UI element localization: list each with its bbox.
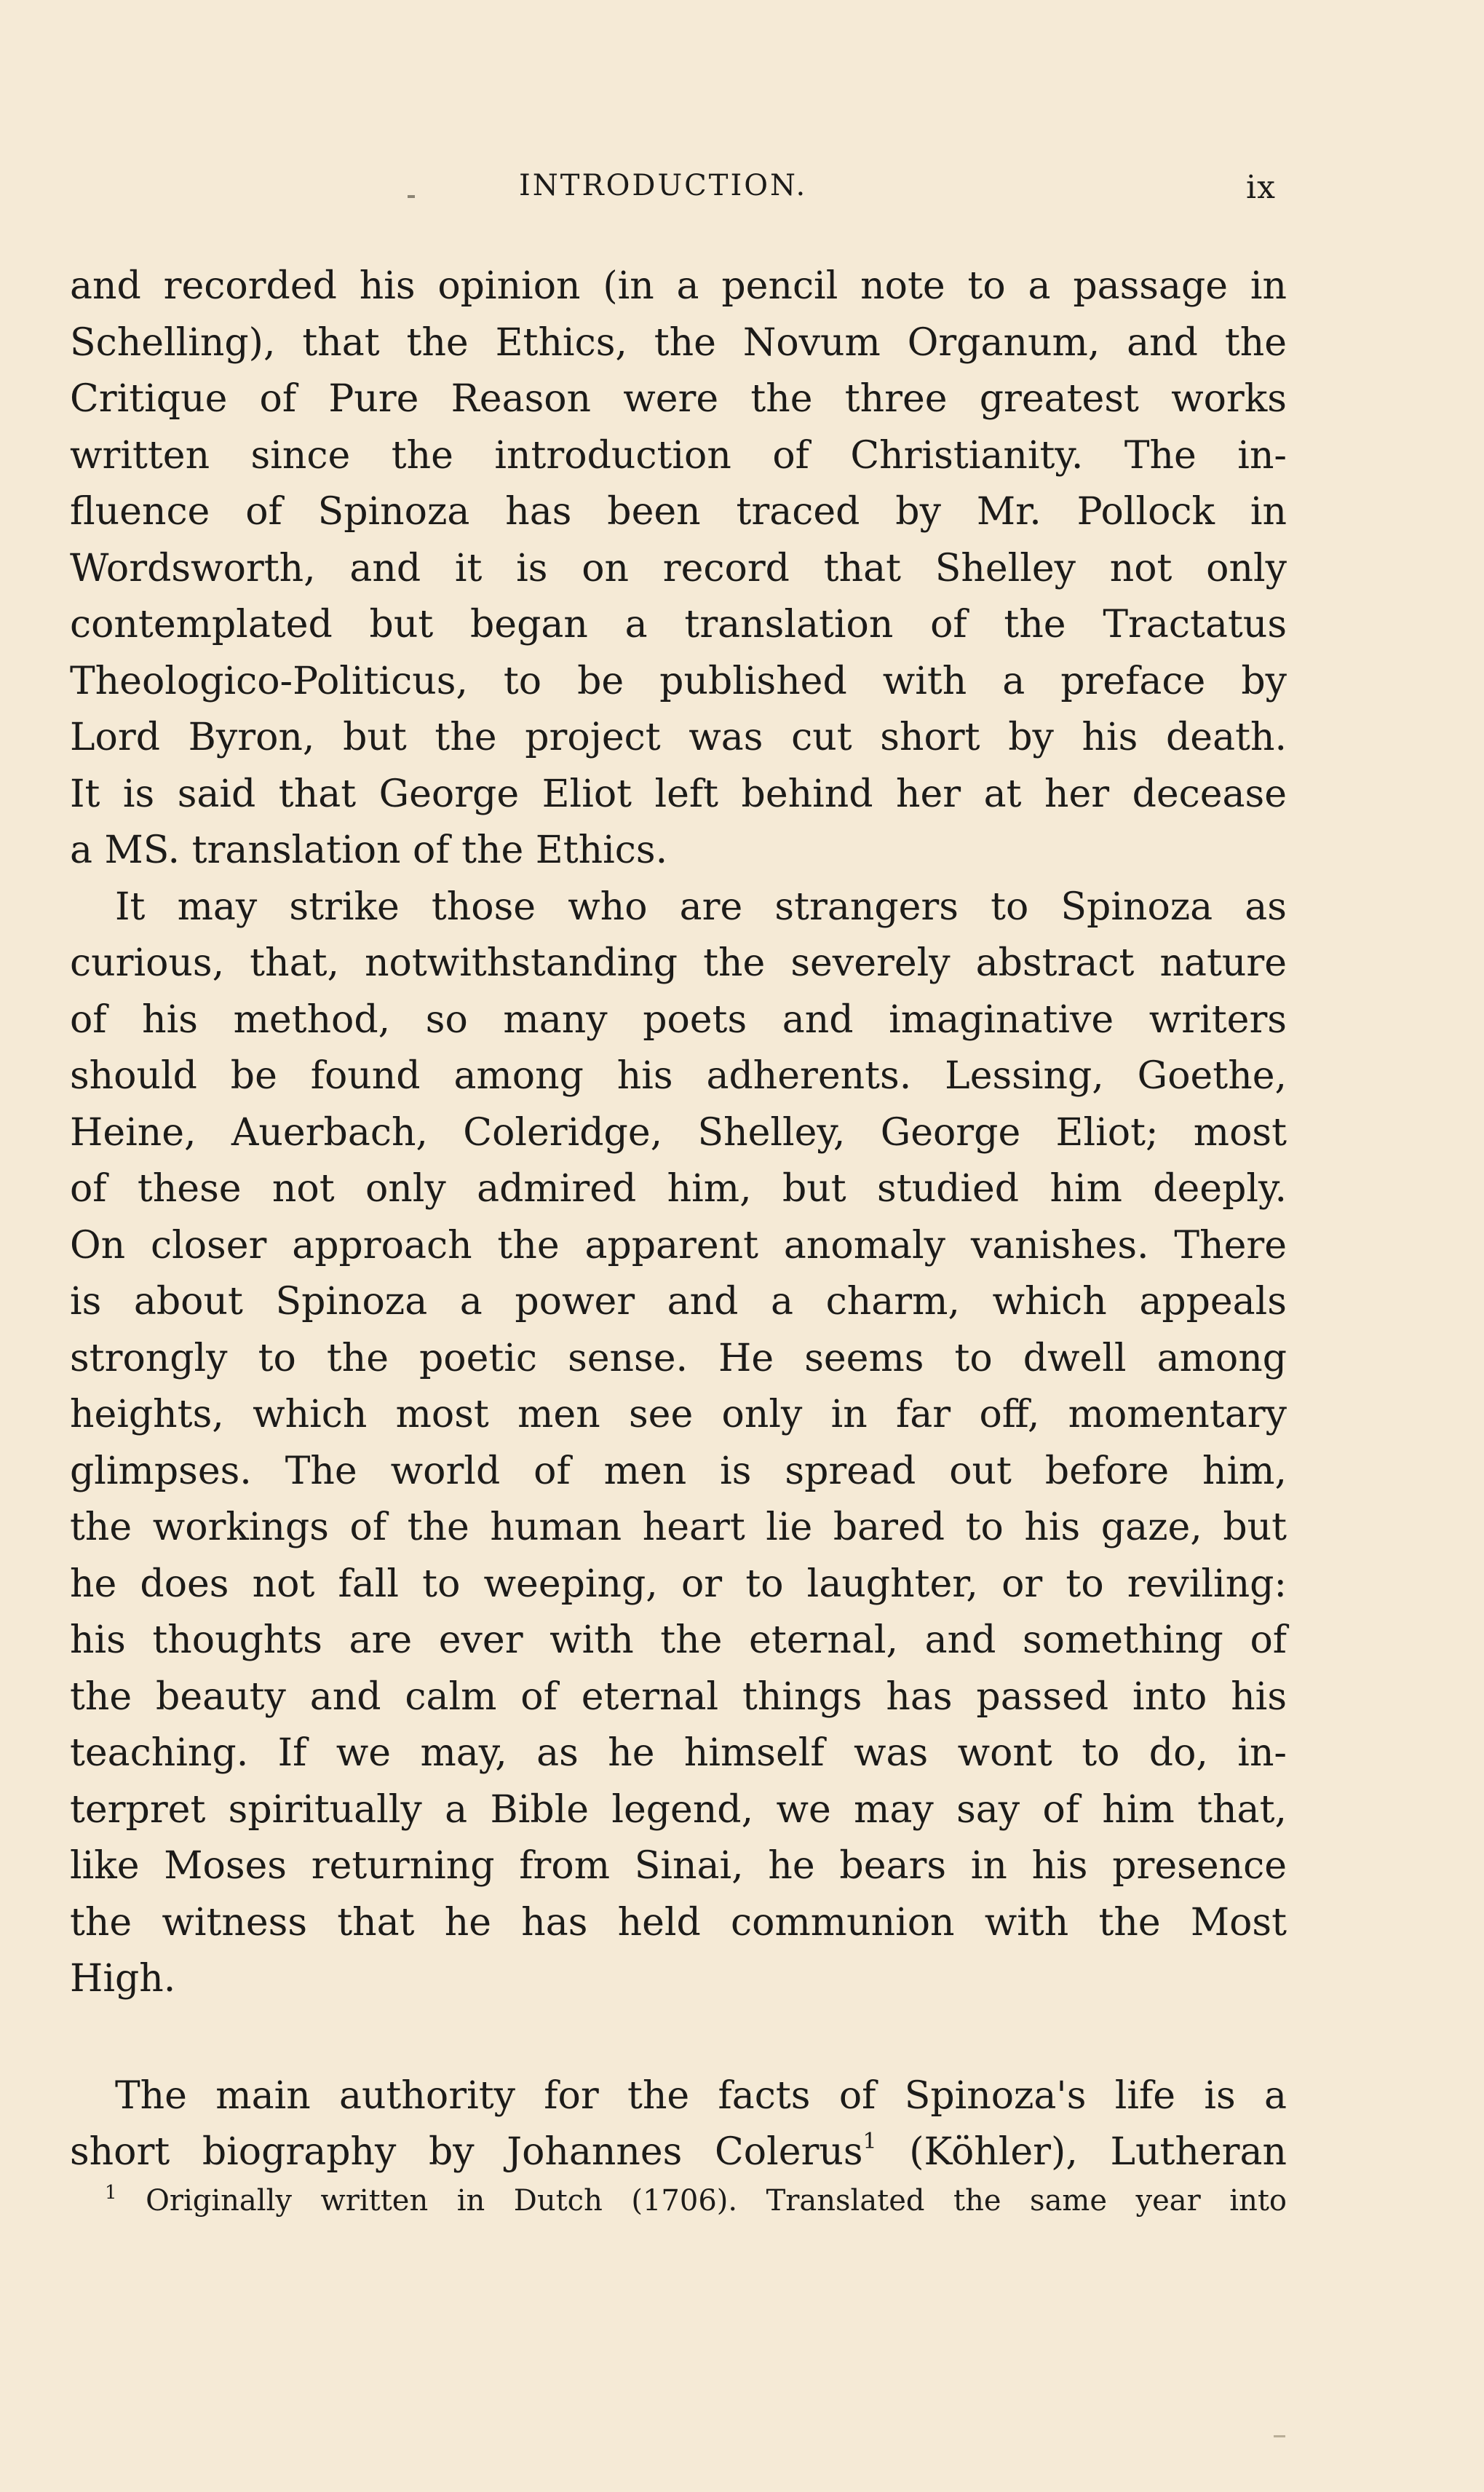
paragraph-3	[70, 2068, 1287, 2181]
text-line: curious, that, notwithstanding the severely abstract nature	[70, 941, 1287, 985]
text-line: It may strike those who are strangers to Spinoza as	[115, 885, 1287, 929]
text-line: written since the introduction of Christianity. The in-	[70, 433, 1287, 478]
ink-speck	[408, 195, 415, 198]
text-line: his thoughts are ever with the eternal, and something of	[70, 1618, 1287, 1662]
text-line: fluence of Spinoza has been traced by Mr. Pollock in	[70, 490, 1287, 534]
text-line: High.	[70, 1957, 176, 2001]
text-line: a MS. translation of the Ethics.	[70, 828, 668, 872]
ink-speck	[1274, 2435, 1285, 2437]
text-line: like Moses returning from Sinai, he bears in his presence	[70, 1844, 1287, 1888]
text-line: should be found among his adherents. Lessing, Goethe,	[70, 1054, 1287, 1098]
paragraph-2	[70, 879, 1287, 2008]
text-line: The main authority for the facts of Spinoza's life is a	[115, 2073, 1287, 2118]
page-number: ix	[1246, 169, 1276, 206]
text-line: of his method, so many poets and imaginative writers	[70, 997, 1287, 1042]
text-line: glimpses. The world of men is spread out before him,	[70, 1449, 1287, 1493]
text-line: It is said that George Eliot left behind her at her decease	[70, 772, 1287, 816]
text-fragment: short biography by Johannes Colerus	[70, 2130, 863, 2174]
text-line: teaching. If we may, as he himself was wont to do, in-	[70, 1731, 1287, 1775]
text-line: the witness that he has held communion with the Most	[70, 1900, 1287, 1945]
paragraph-1	[70, 258, 1287, 879]
body-text	[70, 258, 1287, 2181]
text-line: Schelling), that the Ethics, the Novum Organum, and the	[70, 320, 1287, 365]
text-line: Wordsworth, and it is on record that Shelley not only	[70, 546, 1287, 590]
text-line: heights, which most men see only in far off, momentary	[70, 1393, 1287, 1436]
text-line: Critique of Pure Reason were the three greatest works	[70, 377, 1287, 421]
text-line: contemplated but began a translation of the Tractatus	[70, 603, 1287, 646]
text-line: is about Spinoza a power and a charm, which appeals	[70, 1280, 1287, 1324]
text-line	[70, 2124, 1287, 2181]
text-line: and recorded his opinion (in a pencil note to a passage in	[70, 264, 1287, 308]
footnote	[70, 2183, 1287, 2219]
text-line: he does not fall to weeping, or to laughter, or to reviling:	[70, 1562, 1287, 1606]
text-line: Heine, Auerbach, Coleridge, Shelley, George Eliot; most	[70, 1110, 1287, 1155]
footnote-text: Originally written in Dutch (1706). Translated the same year into	[146, 2184, 1287, 2218]
text-line: strongly to the poetic sense. He seems to dwell among	[70, 1336, 1287, 1380]
text-line: Theologico-Politicus, to be published with a preface by	[70, 659, 1287, 703]
text-line: the workings of the human heart lie bared to his gaze, but	[70, 1506, 1287, 1549]
text-line: of these not only admired him, but studied him deeply.	[70, 1167, 1287, 1211]
text-line: Lord Byron, but the project was cut short by his death.	[70, 716, 1287, 759]
footnote-reference: 1	[862, 2129, 877, 2154]
text-line: On closer approach the apparent anomaly vanishes. There	[70, 1223, 1287, 1267]
running-head	[0, 169, 1484, 213]
running-title: INTRODUCTION.	[519, 169, 808, 202]
section-gap	[70, 2008, 1287, 2068]
footnote-marker: 1	[105, 2182, 117, 2204]
text-fragment: (Köhler), Lutheran	[909, 2130, 1287, 2174]
text-line: terpret spiritually a Bible legend, we may say of him that,	[70, 1787, 1287, 1832]
text-line: the beauty and calm of eternal things has passed into his	[70, 1674, 1287, 1719]
